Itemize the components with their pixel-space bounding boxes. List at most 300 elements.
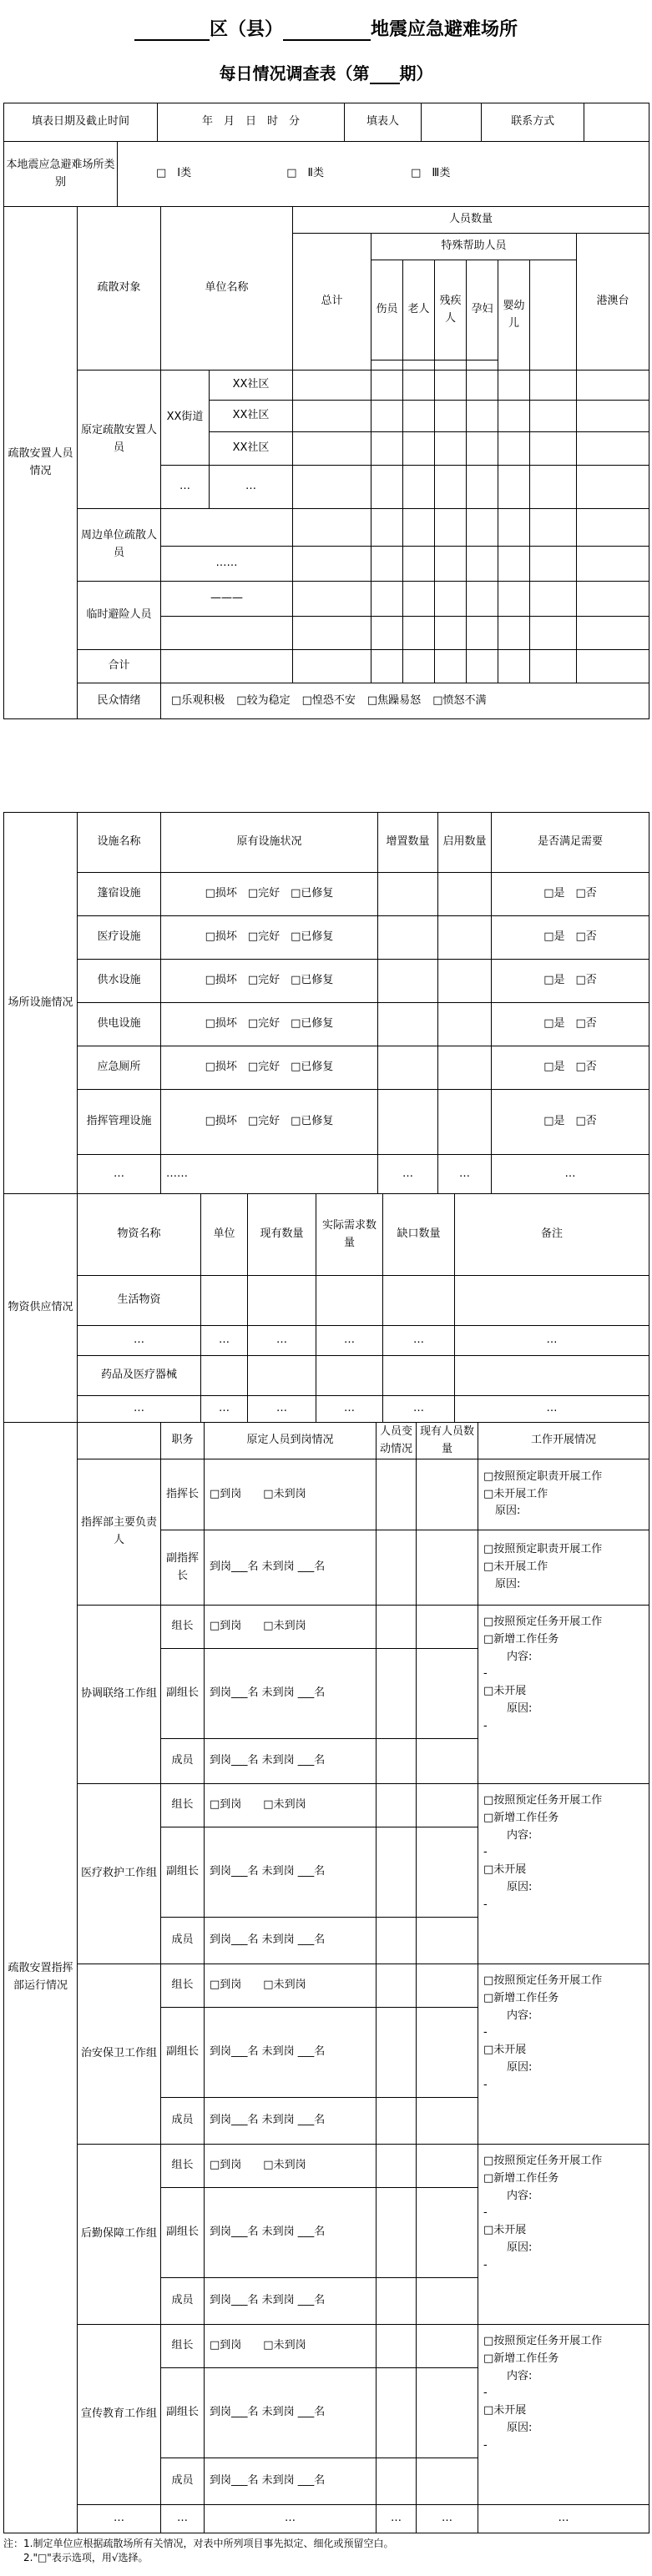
ops-present[interactable]: □到岗 □未到岗	[205, 2325, 377, 2368]
cell[interactable]	[417, 2008, 478, 2098]
cell[interactable]	[378, 1003, 438, 1046]
ops-count[interactable]: 到岗___名 未到岗 ___名	[205, 2188, 377, 2278]
cell[interactable]	[498, 650, 530, 683]
form-subtitle: 每日情况调查表（第 期）	[219, 63, 433, 83]
work-reason: 原因:	[507, 2060, 533, 2074]
sentiment-option[interactable]: □愤怒不满	[432, 693, 487, 707]
ops-more: …	[377, 2505, 417, 2533]
cell[interactable]	[467, 650, 498, 683]
cell[interactable]	[383, 1356, 455, 1396]
cell[interactable]	[377, 1918, 417, 1964]
cell[interactable]	[435, 466, 467, 509]
work-option[interactable]: □按照预定任务开展工作	[483, 1974, 603, 1987]
cell[interactable]	[577, 547, 649, 582]
cell[interactable]	[498, 509, 530, 547]
cell[interactable]	[577, 650, 649, 683]
supply-more-unit: …	[201, 1326, 248, 1356]
work-reason: 原因:	[507, 2421, 533, 2434]
work-option[interactable]: □按照预定任务开展工作	[483, 2335, 603, 2347]
evac-temp-dash: ———	[161, 582, 293, 617]
work-reason: 原因:	[507, 2241, 533, 2254]
cell[interactable]	[403, 650, 435, 683]
evac-col-infant: 婴幼儿	[498, 260, 530, 371]
cell[interactable]	[378, 1090, 438, 1155]
footnote-2: 2."□"表示选项，用√选择。	[3, 2552, 149, 2563]
ops-work	[478, 1459, 649, 1530]
ops-count[interactable]: 到岗___名 未到岗 ___名	[205, 1649, 377, 1739]
ops-role-member: 成员	[161, 1739, 205, 1784]
cell[interactable]	[455, 1276, 649, 1326]
sentiment-option[interactable]: □惶恐不安	[301, 693, 356, 707]
filler-field[interactable]	[422, 103, 482, 142]
cell[interactable]	[417, 2188, 478, 2278]
facility-header-meets: 是否满足需要	[492, 813, 649, 873]
ops-role-leader: 组长	[161, 1964, 205, 2008]
ops-cmd-name: 指挥部主要负责人	[78, 1459, 161, 1606]
cell[interactable]	[293, 650, 371, 683]
cell[interactable]	[377, 2325, 417, 2368]
ops-header-current: 现有人员数量	[417, 1423, 478, 1459]
cell[interactable]	[377, 1964, 417, 2008]
cell[interactable]	[201, 1276, 248, 1326]
ops-header-role: 职务	[161, 1423, 205, 1459]
category-options	[118, 142, 649, 207]
cell[interactable]	[378, 1046, 438, 1090]
cell[interactable]	[577, 466, 649, 509]
work-option[interactable]: □按照预定任务开展工作	[483, 2155, 603, 2167]
ops-role-vice-chief: 副指挥长	[161, 1530, 205, 1606]
evac-more-community: …	[210, 466, 293, 509]
sentiment-options	[161, 683, 649, 719]
work-option[interactable]: □未开展工作	[483, 1560, 548, 1574]
work-option[interactable]: □按照预定职责开展工作	[483, 1469, 603, 1483]
cell[interactable]	[403, 432, 435, 466]
supply-header-notes: 备注	[455, 1194, 649, 1276]
cell[interactable]	[435, 401, 467, 432]
ops-group-work	[478, 1784, 649, 1964]
supply-more-gap: …	[383, 1396, 455, 1423]
cell[interactable]	[248, 1276, 316, 1326]
cell[interactable]	[161, 509, 293, 547]
cell[interactable]	[498, 401, 530, 432]
supply-header-gap: 缺口数量	[383, 1194, 455, 1276]
cell[interactable]	[371, 509, 403, 547]
cell[interactable]	[293, 509, 371, 547]
ops-role-vice: 副组长	[161, 2008, 205, 2098]
work-option[interactable]: □未开展	[483, 1863, 527, 1877]
cell[interactable]	[417, 1459, 478, 1530]
ops-more: …	[205, 2505, 377, 2533]
ops-present[interactable]: □到岗 □未到岗	[205, 1606, 377, 1649]
cell[interactable]	[417, 2368, 478, 2458]
facility-more-enabled: …	[438, 1155, 492, 1194]
facility-meets[interactable]: □是 □否	[492, 916, 649, 960]
cell[interactable]	[293, 466, 371, 509]
category-option-3[interactable]: □ Ⅲ类	[411, 167, 451, 180]
ops-count[interactable]: 到岗___名 未到岗 ___名	[205, 1918, 377, 1964]
cell[interactable]	[438, 916, 492, 960]
evac-total-header: 总计	[293, 234, 371, 371]
evac-nearby-label: 周边单位疏散人员	[78, 509, 161, 582]
ops-role-member: 成员	[161, 2278, 205, 2325]
supply-header-name: 物资名称	[78, 1194, 201, 1276]
cell[interactable]	[377, 1649, 417, 1739]
evac-col-pregnant: 孕妇	[467, 260, 498, 360]
ops-count[interactable]: 到岗___名 未到岗 ___名	[205, 1827, 377, 1918]
cell[interactable]	[417, 2098, 478, 2145]
cell[interactable]	[293, 547, 371, 582]
main-table	[3, 103, 649, 207]
date-field[interactable]: 年 月 日 时 分	[158, 103, 345, 142]
evacuation-table	[3, 206, 649, 719]
sentiment-label: 民众情绪	[78, 683, 161, 719]
cell[interactable]	[377, 1827, 417, 1918]
evac-community-2: XX社区	[210, 401, 293, 432]
cell[interactable]	[371, 432, 403, 466]
work-content: 内容:	[507, 2369, 533, 2382]
cell[interactable]	[417, 2145, 478, 2188]
sentiment-option[interactable]: □乐观积极	[171, 693, 225, 707]
work-dash: -	[483, 2206, 488, 2220]
evac-sum-label: 合计	[78, 650, 161, 683]
footnotes	[3, 2537, 393, 2565]
sentiment-option[interactable]: □焦躁易怒	[366, 693, 422, 707]
cell[interactable]	[377, 1739, 417, 1784]
evac-col-hkmt: 港澳台	[577, 234, 649, 371]
cell[interactable]	[435, 371, 467, 401]
facility-meets[interactable]: □是 □否	[492, 873, 649, 916]
evac-community-3: XX社区	[210, 432, 293, 466]
work-option[interactable]: □新增工作任务	[483, 2352, 559, 2365]
cell[interactable]	[467, 509, 498, 547]
cell[interactable]	[201, 1356, 248, 1396]
cell[interactable]	[417, 1964, 478, 2008]
ops-more: …	[417, 2505, 478, 2533]
cell[interactable]	[371, 401, 403, 432]
contact-field[interactable]	[584, 103, 649, 142]
cell[interactable]	[417, 1649, 478, 1739]
ops-role-leader: 组长	[161, 1784, 205, 1827]
ops-role-chief: 指挥长	[161, 1459, 205, 1530]
cell[interactable]	[377, 1606, 417, 1649]
facility-status[interactable]: □损坏 □完好 □已修复	[161, 960, 378, 1003]
operations-table	[3, 1422, 649, 2533]
cell[interactable]	[435, 360, 467, 371]
ops-group-work	[478, 2325, 649, 2505]
facility-header-status: 原有设施状况	[161, 813, 378, 873]
evac-col-disabled: 残疾人	[435, 260, 467, 360]
cell[interactable]	[371, 360, 403, 371]
cell[interactable]	[577, 509, 649, 547]
facility-header-added: 增置数量	[378, 813, 438, 873]
facility-name: 医疗设施	[78, 916, 161, 960]
cell[interactable]	[577, 617, 649, 650]
evac-special-header: 特殊帮助人员	[371, 234, 577, 260]
ops-role-leader: 组长	[161, 1606, 205, 1649]
ops-group-name: 协调联络工作组	[78, 1606, 161, 1784]
cell[interactable]	[403, 617, 435, 650]
ops-count[interactable]: 到岗___名 未到岗 ___名	[205, 1530, 377, 1606]
cell[interactable]	[378, 960, 438, 1003]
issue-no-blank[interactable]	[370, 66, 400, 84]
cell[interactable]	[377, 2098, 417, 2145]
cell[interactable]	[403, 582, 435, 617]
supply-name: 药品及医疗器械	[78, 1356, 201, 1396]
cell[interactable]	[435, 617, 467, 650]
cell[interactable]	[467, 466, 498, 509]
facility-meets[interactable]: □是 □否	[492, 1046, 649, 1090]
ops-more: …	[478, 2505, 649, 2533]
cell[interactable]	[467, 617, 498, 650]
work-dash: -	[483, 1667, 488, 1681]
facility-status[interactable]: □损坏 □完好 □已修复	[161, 1046, 378, 1090]
ops-section: 疏散安置指挥部运行情况	[4, 1423, 78, 2533]
work-reason: 原因:	[507, 1701, 533, 1715]
cell[interactable]	[371, 547, 403, 582]
ops-more: …	[161, 2505, 205, 2533]
cell[interactable]	[417, 1606, 478, 1649]
ops-present[interactable]: □到岗 □未到岗	[205, 2145, 377, 2188]
cell[interactable]	[371, 466, 403, 509]
cell[interactable]	[577, 432, 649, 466]
cell[interactable]	[467, 547, 498, 582]
facility-status[interactable]: □损坏 □完好 □已修复	[161, 1090, 378, 1155]
cell[interactable]	[498, 582, 530, 617]
category-option-1[interactable]: □ Ⅰ类	[156, 167, 192, 180]
cell[interactable]	[378, 873, 438, 916]
supply-section: 物资供应情况	[4, 1194, 78, 1423]
ops-count[interactable]: 到岗___名 未到岗 ___名	[205, 2368, 377, 2458]
supply-more-need: …	[316, 1396, 383, 1423]
cell[interactable]	[161, 650, 293, 683]
cell[interactable]	[378, 916, 438, 960]
supply-name: 生活物资	[78, 1276, 201, 1326]
evac-more-street: …	[161, 466, 210, 509]
supply-header-unit: 单位	[201, 1194, 248, 1276]
cell[interactable]	[377, 2458, 417, 2505]
ops-count[interactable]: 到岗___名 未到岗 ___名	[205, 1739, 377, 1784]
cell[interactable]	[293, 432, 371, 466]
cell[interactable]	[435, 582, 467, 617]
cell[interactable]	[377, 2145, 417, 2188]
cell[interactable]	[383, 1276, 455, 1326]
cell[interactable]	[316, 1356, 383, 1396]
filler-label: 填表人	[345, 103, 422, 142]
cell[interactable]	[467, 432, 498, 466]
work-option[interactable]: □新增工作任务	[483, 1811, 559, 1824]
work-dash: -	[483, 2078, 488, 2091]
ops-role-vice: 副组长	[161, 2188, 205, 2278]
ops-role-vice: 副组长	[161, 1827, 205, 1918]
facility-name: 供水设施	[78, 960, 161, 1003]
ops-header-attendance: 原定人员到岗情况	[205, 1423, 377, 1459]
category-label: 本地震应急避难场所类别	[4, 142, 118, 207]
site-name-blank[interactable]	[283, 23, 371, 41]
work-content: 内容:	[507, 2189, 533, 2202]
cell[interactable]	[377, 1459, 417, 1530]
work-option[interactable]: □新增工作任务	[483, 2171, 559, 2185]
category-option-2[interactable]: □ Ⅱ类	[286, 167, 324, 180]
cell[interactable]	[417, 1918, 478, 1964]
cell[interactable]	[530, 401, 577, 432]
facility-header-enabled: 启用数量	[438, 813, 492, 873]
cell[interactable]	[371, 617, 403, 650]
evac-col-injured: 伤员	[371, 260, 403, 360]
work-option[interactable]: □未开展	[483, 1685, 527, 1698]
cell[interactable]	[377, 2278, 417, 2325]
cell[interactable]	[530, 617, 577, 650]
ops-group-name: 医疗救护工作组	[78, 1784, 161, 1964]
work-option[interactable]: □新增工作任务	[483, 1632, 559, 1646]
cell[interactable]	[293, 582, 371, 617]
cell[interactable]	[417, 1827, 478, 1918]
work-dash: -	[483, 2258, 488, 2271]
cell[interactable]	[530, 371, 577, 401]
work-option[interactable]: □未开展	[483, 2044, 527, 2057]
cell[interactable]	[435, 650, 467, 683]
ops-count[interactable]: 到岗___名 未到岗 ___名	[205, 2278, 377, 2325]
cell[interactable]	[435, 432, 467, 466]
facility-more-added: …	[378, 1155, 438, 1194]
ops-role-member: 成员	[161, 2098, 205, 2145]
cell[interactable]	[417, 2458, 478, 2505]
cell[interactable]	[438, 1046, 492, 1090]
facility-status[interactable]: □损坏 □完好 □已修复	[161, 916, 378, 960]
facility-status[interactable]: □损坏 □完好 □已修复	[161, 873, 378, 916]
ops-count[interactable]: 到岗___名 未到岗 ___名	[205, 2458, 377, 2505]
facility-more-status: ……	[161, 1155, 378, 1194]
district-blank[interactable]	[134, 23, 210, 41]
ops-role-vice: 副组长	[161, 2368, 205, 2458]
ops-present[interactable]: □到岗 □未到岗	[205, 1964, 377, 2008]
cell[interactable]	[403, 509, 435, 547]
cell[interactable]	[417, 2278, 478, 2325]
cell[interactable]	[377, 2368, 417, 2458]
cell[interactable]	[377, 2008, 417, 2098]
facility-meets[interactable]: □是 □否	[492, 1090, 649, 1155]
cell[interactable]	[161, 617, 293, 650]
cell[interactable]	[403, 547, 435, 582]
work-option[interactable]: □按照预定任务开展工作	[483, 1616, 603, 1628]
ops-count[interactable]: 到岗___名 未到岗 ___名	[205, 2008, 377, 2098]
work-reason: 原因:	[507, 1880, 533, 1893]
cell[interactable]	[403, 466, 435, 509]
ops-present[interactable]: □到岗 □未到岗	[205, 1459, 377, 1530]
cell[interactable]	[293, 401, 371, 432]
work-content: 内容:	[507, 2009, 533, 2022]
supply-more-qty: …	[248, 1396, 316, 1423]
cell[interactable]	[377, 1784, 417, 1827]
cell[interactable]	[417, 1530, 478, 1606]
facility-more-meets: …	[492, 1155, 649, 1194]
work-option[interactable]: □新增工作任务	[483, 1991, 559, 2004]
cell[interactable]	[417, 1784, 478, 1827]
cell[interactable]	[377, 2188, 417, 2278]
work-option[interactable]: □按照预定职责开展工作	[483, 1543, 603, 1556]
cell	[78, 1423, 161, 1459]
cell[interactable]	[438, 1090, 492, 1155]
cell[interactable]	[498, 547, 530, 582]
facility-status[interactable]: □损坏 □完好 □已修复	[161, 1003, 378, 1046]
facility-name: 供电设施	[78, 1003, 161, 1046]
ops-count[interactable]: 到岗___名 未到岗 ___名	[205, 2098, 377, 2145]
cell[interactable]	[577, 401, 649, 432]
cell[interactable]	[403, 360, 435, 371]
facility-table	[3, 812, 649, 1194]
cell[interactable]	[530, 650, 577, 683]
cell[interactable]	[435, 509, 467, 547]
contact-label: 联系方式	[482, 103, 584, 142]
cell[interactable]	[467, 371, 498, 401]
facility-name: 篷宿设施	[78, 873, 161, 916]
ops-group-work	[478, 2145, 649, 2325]
ops-group-name: 治安保卫工作组	[78, 1964, 161, 2145]
form-title: 区（县） 地震应急避难场所	[0, 15, 652, 41]
cell[interactable]	[435, 547, 467, 582]
cell[interactable]	[530, 509, 577, 547]
cell[interactable]	[530, 432, 577, 466]
cell[interactable]	[577, 582, 649, 617]
cell[interactable]	[371, 582, 403, 617]
cell[interactable]	[530, 466, 577, 509]
cell[interactable]	[467, 582, 498, 617]
cell[interactable]	[438, 960, 492, 1003]
cell[interactable]	[377, 1530, 417, 1606]
cell[interactable]	[438, 873, 492, 916]
cell[interactable]	[417, 2325, 478, 2368]
cell[interactable]	[293, 617, 371, 650]
cell[interactable]	[455, 1356, 649, 1396]
ops-role-vice: 副组长	[161, 1649, 205, 1739]
cell[interactable]	[498, 432, 530, 466]
cell[interactable]	[498, 617, 530, 650]
cell[interactable]	[530, 582, 577, 617]
cell[interactable]	[293, 371, 371, 401]
work-option[interactable]: □未开展工作	[483, 1487, 548, 1500]
facility-meets[interactable]: □是 □否	[492, 1003, 649, 1046]
cell[interactable]	[248, 1356, 316, 1396]
cell[interactable]	[371, 371, 403, 401]
evac-target-header: 疏散对象	[78, 207, 161, 371]
evac-street: XX街道	[161, 371, 210, 466]
sentiment-option[interactable]: □较为稳定	[236, 693, 291, 707]
cell[interactable]	[438, 1003, 492, 1046]
work-option[interactable]: □按照预定任务开展工作	[483, 1794, 603, 1807]
facility-name: 指挥管理设施	[78, 1090, 161, 1155]
cell[interactable]	[577, 371, 649, 401]
cell[interactable]	[530, 547, 577, 582]
cell[interactable]	[467, 360, 498, 371]
ops-header-change: 人员变动情况	[377, 1423, 417, 1459]
supply-more: …	[78, 1396, 201, 1423]
cell[interactable]	[371, 650, 403, 683]
cell[interactable]	[498, 466, 530, 509]
cell[interactable]	[316, 1276, 383, 1326]
ops-present[interactable]: □到岗 □未到岗	[205, 1784, 377, 1827]
work-content: 内容:	[507, 1828, 533, 1842]
work-reason: 原因:	[495, 1505, 521, 1518]
facility-meets[interactable]: □是 □否	[492, 960, 649, 1003]
supply-more-need: …	[316, 1326, 383, 1356]
cell[interactable]	[498, 371, 530, 401]
work-option[interactable]: □未开展	[483, 2224, 527, 2237]
cell[interactable]	[403, 371, 435, 401]
work-option[interactable]: □未开展	[483, 2404, 527, 2417]
evac-unit-header: 单位名称	[161, 207, 293, 371]
cell[interactable]	[417, 1739, 478, 1784]
cell[interactable]	[467, 401, 498, 432]
cell[interactable]	[403, 401, 435, 432]
